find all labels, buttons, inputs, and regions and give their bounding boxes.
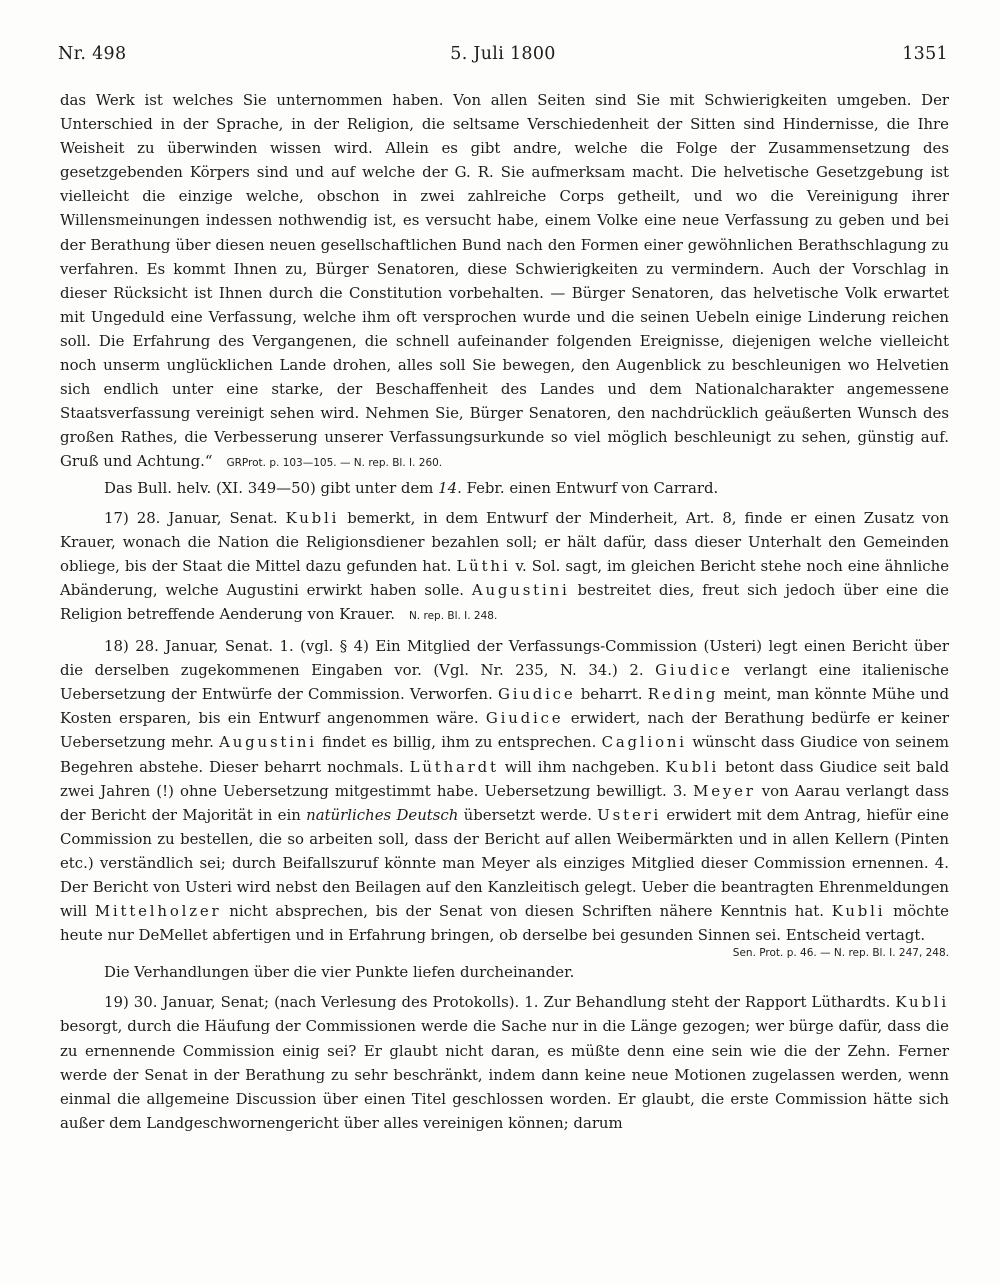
speaker-name: Caglioni: [601, 733, 687, 752]
speaker-name: Lüthardt: [409, 757, 499, 776]
paragraph-entry-19: 19) 30. Januar, Senat; (nach Verlesung des Protokolls). 1. Zur Behandlung steht der Rapport Lüthardts. Kubli besorgt, durch die Häufung der Commissionen werde die Sache nur in die Länge gezogen; wer bürge dafür, dass die zu ernennende Commission einig sei? Er glaubt nicht daran, es müßte denn eine sein wie die der Zehn. Ferner werde der Senat in der Berathung zu sehr beschränkt, indem dann keine neue Motionen zugelassen werden, wenn einmal die allgemeine Discussion über einen Titel geschlossen worden. Er glaubt, die erste Commission hätte sich außer dem Landgeschwornengericht über alles vereinigen können; darum: [60, 993, 949, 1132]
paragraph-bulletin-note: Das Bull. helv. (XI. 349—50) gibt unter dem 14. Febr. einen Entwurf von Carrard.: [104, 478, 719, 497]
document-number: Nr. 498: [58, 44, 127, 64]
speaker-name: Lüthi: [456, 556, 511, 575]
source-reference: GRProt. p. 103—105. — N. rep. Bl. I. 260.: [226, 457, 443, 470]
speaker-name: Kubli: [895, 993, 949, 1012]
speaker-name: Reding: [647, 685, 719, 704]
speaker-name: Giudice: [655, 661, 733, 680]
source-reference: Sen. Prot. p. 46. — N. rep. Bl. I. 247, 248.: [732, 947, 949, 960]
speaker-name: Mittelholzer: [94, 902, 222, 921]
page-header: [58, 44, 948, 76]
speaker-name: Augustini: [219, 733, 317, 752]
speaker-name: Kubli: [285, 508, 340, 527]
paragraph-entry-18: 18) 28. Januar, Senat. 1. (vgl. § 4) Ein Mitglied der Verfassungs-Commission (Usteri) legt einen Bericht über die derselben zugekommenen Eingaben vor. (Vgl. Nr. 235, N. 34.) 2. Giudice verlangt eine italienische Uebersetzung der Entwürfe der Commission. Verworfen. Giudice beharrt. Reding meint, man könnte Mühe und Kosten ersparen, bis ein Entwurf angenommen wäre. Giudice erwidert, nach der Berathung bedürfe er keiner Uebersetzung mehr. Augustini findet es billig, ihm zu entsprechen. Caglioni wünscht dass Giudice von seinem Begehren abstehe. Dieser beharrt nochmals. Lüthardt will ihm nachgeben. Kubli betont dass Giudice seit bald zwei Jahren (!) ohne Uebersetzung mitgestimmt habe. Uebersetzung bewilligt. 3. Meyer von Aarau verlangt dass der Bericht der Majorität in ein natürliches Deutsch übersetzt werde. Usteri erwidert mit dem Antrag, hiefür eine Commission zu bestellen, die so arbeiten soll, dass der Bericht auf allen Weibermärkten und in allen Kellern (Pinten etc.) verständlich sei; durch Beifallszuruf könnte man Meyer als einziges Mitglied dieser Commission ernennen. 4. Der Bericht von Usteri wird nebst den Beilagen auf den Kanzleitisch gelegt. Ueber die beantragten Ehrenmeldungen will Mittelholzer nicht absprechen, bis der Senat von diesen Schriften nähere Kenntnis hat. Kubli möchte heute nur DeMellet abfertigen und in Erfahrung bringen, ob derselbe bei gesunden Sinnen sei. Entscheid vertagt.: [60, 637, 949, 945]
paragraph-entry-17: 17) 28. Januar, Senat. Kubli bemerkt, in dem Entwurf der Minderheit, Art. 8, finde er einen Zusatz von Krauer, wonach die Nation die Religionsdiener bezahlen soll; er hält dafür, dass dieser Unterhalt den Gemeinden obliege, bis der Staat die Mittel dazu gefunden hat. Lüthi v. Sol. sagt, im gleichen Bericht stehe noch eine ähnliche Abänderung, welche Augustini erwirkt haben solle. Augustini bestreitet dies, freut sich jedoch über eine die Religion betreffende Aenderung von Krauer. N. rep. Bl. I. 248.: [60, 508, 950, 623]
speaker-name: Meyer: [693, 781, 756, 800]
speaker-name: Augustini: [471, 580, 570, 599]
source-reference: N. rep. Bl. I. 248.: [408, 609, 498, 622]
paragraph-discussion-note: Die Verhandlungen über die vier Punkte liefen durcheinander.: [104, 963, 575, 982]
paragraph-letter-conclusion: [60, 88, 949, 476]
italic-date: 14.: [438, 478, 462, 497]
speaker-name: Kubli: [831, 902, 886, 921]
speaker-name: Usteri: [597, 805, 662, 824]
document-date: 5. Juli 1800: [450, 44, 556, 64]
letter-text: das Werk ist welches Sie unternommen haben. Von allen Seiten sind Sie mit Schwierigkeiten umgeben. Der Unterschied in der Sprache, in der Religion, die seltsame Verschiedenheit der Sitten sind Hindernisse, die Ihre Weisheit zu überwinden wissen wird. Allein es gibt andre, welche die Folge der Zusammensetzung des gesetzgebenden Körpers sind und auf welche der G. R. Sie aufmerksam macht. Die helvetische Gesetzgebung ist vielleicht die einzige welche, obschon in zwei zahlreiche Corps getheilt, und wo die Vereinigung ihrer Willensmeinungen indessen nothwendig ist, es versucht habe, einem Volke eine neue Verfassung zu geben und bei der Berathung über diesen neuen gesellschaftlichen Bund nach den Formen einer gewöhnlichen Berathschlagung zu verfahren. Es kommt Ihnen zu, Bürger Senatoren, diese Schwierigkeiten zu vermindern. Auch der Vorschlag in dieser Rücksicht ist Ihnen durch die Constitution vorbehalten. — Bürger Senatoren, das helvetische Volk erwartet mit Ungeduld eine Verfassung, welche ihm oft versprochen wurde und die seinen Uebeln einige Linderung reichen soll. Die Erfahrung des Vergangenen, die schnell aufeinander folgenden Ereignisse, diejenigen welche vielleicht noch unserm unglücklichen Lande drohen, alles soll Sie bewegen, den Augenblick zu beschleunigen wo Helvetien sich endlich unter eine starke, der Beschaffenheit des Landes und dem Nationalcharakter angemessene Staatsverfassung vereinigt sehen wird. Nehmen Sie, Bürger Senatoren, den nachdrücklich geäußerten Wunsch des großen Rathes, die Verbesserung unserer Verfassungsurkunde so viel möglich beschleunigt zu sehen, günstig auf. Gruß und Achtung.“: [60, 91, 949, 471]
speaker-name: Giudice: [485, 709, 564, 728]
italic-phrase: natürliches Deutsch: [306, 805, 459, 824]
page-body: [60, 88, 949, 1135]
speaker-name: Kubli: [665, 757, 720, 776]
speaker-name: Giudice: [497, 685, 576, 704]
page-number: 1351: [902, 44, 948, 64]
